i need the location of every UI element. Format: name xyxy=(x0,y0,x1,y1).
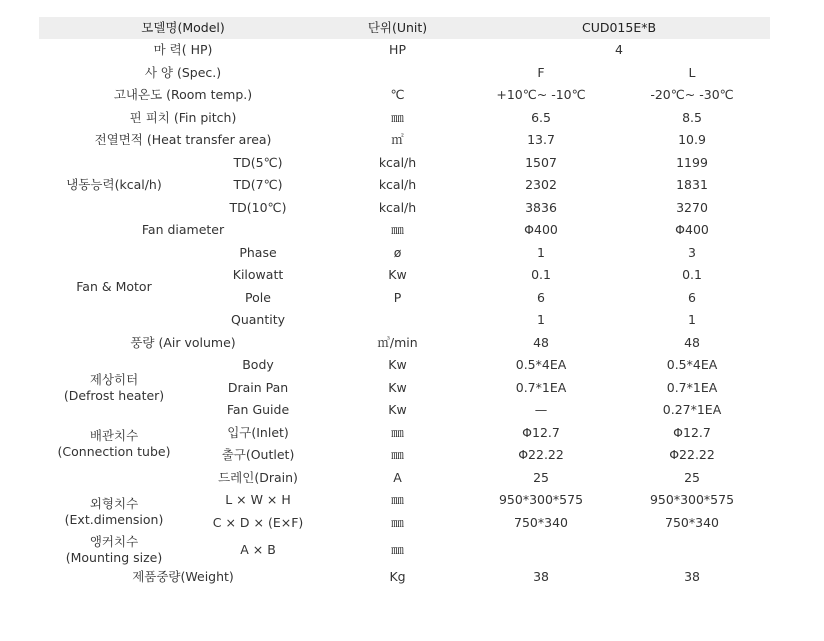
value-cell-f: 0.7*1EA xyxy=(515,379,567,395)
unit-cell xyxy=(327,309,468,332)
value-cell-f: 750*340 xyxy=(514,514,568,530)
value-cell-f: 38 xyxy=(533,569,549,585)
value-cell-l: 25 xyxy=(684,469,700,485)
value-cell-f: 1507 xyxy=(525,154,557,170)
unit-cell: ㎜ xyxy=(391,514,404,530)
value-cell-l: 48 xyxy=(684,334,700,350)
sub-label: L × W × H xyxy=(225,492,291,508)
sub-label: Kilowatt xyxy=(232,267,284,283)
value-cell-f: 1 xyxy=(537,244,545,260)
group-label-ko: 외형치수 xyxy=(89,495,139,511)
value-cell-f: — xyxy=(534,402,548,418)
sub-label: Pole xyxy=(245,289,271,305)
unit-cell: ø xyxy=(393,244,402,260)
table-row xyxy=(39,489,770,512)
unit-cell: Kw xyxy=(388,357,407,373)
value-cell-l: 38 xyxy=(684,569,700,585)
value-cell-l: 0.1 xyxy=(682,267,702,283)
row-label: 제품중량(Weight) xyxy=(132,569,234,585)
value-cell-f xyxy=(468,534,614,566)
table-row xyxy=(39,332,770,355)
header-row xyxy=(39,17,770,39)
value-cell-l: 750*340 xyxy=(665,514,719,530)
value-cell-f: 3836 xyxy=(525,199,557,215)
value-cell-f: F xyxy=(537,64,545,80)
value-cell-f: Φ400 xyxy=(524,222,558,238)
table-row xyxy=(39,129,770,152)
value-cell-l: Φ22.22 xyxy=(669,447,715,463)
group-label: Fan & Motor xyxy=(76,278,152,294)
sub-label: Fan Guide xyxy=(226,402,290,418)
unit-cell: ㎥/min xyxy=(377,334,418,350)
value-cell-l: 1199 xyxy=(676,154,708,170)
unit-cell: ㎜ xyxy=(391,542,404,557)
value-cell-l: 6 xyxy=(688,289,696,305)
unit-cell: ℃ xyxy=(390,87,405,103)
group-label: 냉동능력(kcal/h) xyxy=(66,177,162,193)
unit-cell: ㎜ xyxy=(391,447,404,463)
group-label xyxy=(39,354,189,422)
value-cell-f: +10℃~ -10℃ xyxy=(496,87,586,103)
table-row xyxy=(39,152,770,175)
unit-cell: kcal/h xyxy=(378,199,417,215)
table-row xyxy=(39,84,770,107)
table-row xyxy=(39,242,770,265)
sub-label: 드레인(Drain) xyxy=(218,469,298,485)
row-label: 핀 피치 (Fin pitch) xyxy=(129,109,237,125)
sub-label: 입구(Inlet) xyxy=(227,424,289,440)
unit-cell: ㎡ xyxy=(391,132,404,148)
value-cell-f: 6 xyxy=(537,289,545,305)
unit-cell: kcal/h xyxy=(378,177,417,193)
table-row xyxy=(39,219,770,242)
header-product: CUD015E*B xyxy=(468,17,770,39)
unit-cell xyxy=(327,62,468,85)
sub-label: A × B xyxy=(240,542,276,557)
group-label-en: (Ext.dimension) xyxy=(64,511,164,527)
value-cell-l: Φ400 xyxy=(675,222,709,238)
group-label xyxy=(39,534,189,566)
value-cell-l xyxy=(614,534,770,566)
header-unit: 단위(Unit) xyxy=(327,17,468,39)
value-cell-l: 1831 xyxy=(676,177,708,193)
unit-cell: ㎜ xyxy=(391,109,404,125)
sub-label: 출구(Outlet) xyxy=(221,447,295,463)
value-cell-f: 25 xyxy=(533,469,549,485)
value-cell-f: 2302 xyxy=(525,177,557,193)
unit-cell: Kw xyxy=(388,402,407,418)
group-label-ko: 배관치수 xyxy=(89,428,139,443)
value-cell-f: Φ12.7 xyxy=(522,424,560,440)
sub-label: TD(5℃) xyxy=(233,154,283,170)
group-label-ko: 앵커치수 xyxy=(89,534,139,549)
header-model: 모델명(Model) xyxy=(39,17,327,39)
spec-table xyxy=(39,17,770,589)
empty-cell xyxy=(39,467,189,490)
unit-cell: ㎜ xyxy=(391,424,404,440)
value-cell: 4 xyxy=(615,42,623,58)
value-cell-f: 13.7 xyxy=(527,132,555,148)
value-cell-f: 1 xyxy=(537,312,545,328)
row-label: 전열면적 (Heat transfer area) xyxy=(94,132,272,148)
value-cell-l: L xyxy=(688,64,696,80)
row-label: 풍량 (Air volume) xyxy=(130,334,236,350)
value-cell-l: 3270 xyxy=(676,199,708,215)
unit-cell: ㎜ xyxy=(391,492,404,508)
group-label-en: (Mounting size) xyxy=(65,550,163,565)
value-cell-l: Φ12.7 xyxy=(673,424,711,440)
value-cell-l: -20℃~ -30℃ xyxy=(650,87,734,103)
sub-label: Phase xyxy=(239,244,277,260)
unit-cell: A xyxy=(393,469,402,485)
group-label-en: (Connection tube) xyxy=(57,444,171,459)
value-cell-f: 6.5 xyxy=(531,109,551,125)
group-label-en: (Defrost heater) xyxy=(63,387,165,403)
value-cell-f: 950*300*575 xyxy=(498,492,584,508)
group-label xyxy=(39,422,189,467)
unit-cell: HP xyxy=(389,42,406,58)
unit-cell: kcal/h xyxy=(378,154,417,170)
sub-label: C × D × (E×F) xyxy=(212,514,304,530)
value-cell-l: 8.5 xyxy=(682,109,702,125)
value-cell-f: Φ22.22 xyxy=(518,447,564,463)
row-label: 고내온도 (Room temp.) xyxy=(113,87,253,103)
row-label: 사 양 (Spec.) xyxy=(144,64,222,80)
table-row xyxy=(39,566,770,589)
unit-cell: Kg xyxy=(389,569,406,585)
value-cell-l: 1 xyxy=(688,312,696,328)
row-label: 마 력( HP) xyxy=(153,42,213,58)
value-cell-f: 0.1 xyxy=(531,267,551,283)
table-row xyxy=(39,107,770,130)
value-cell-l: 0.7*1EA xyxy=(666,379,718,395)
unit-cell: Kw xyxy=(388,267,407,283)
table-row xyxy=(39,422,770,445)
table-row xyxy=(39,62,770,85)
value-cell-f: 0.5*4EA xyxy=(515,357,567,373)
unit-cell: ㎜ xyxy=(391,222,404,238)
table-row xyxy=(39,354,770,377)
group-label-ko: 제상히터 xyxy=(89,371,139,387)
sub-label: TD(7℃) xyxy=(233,177,283,193)
value-cell-l: 3 xyxy=(688,244,696,260)
value-cell-l: 950*300*575 xyxy=(649,492,735,508)
value-cell-l: 10.9 xyxy=(678,132,706,148)
sub-label: Drain Pan xyxy=(227,379,289,395)
group-label xyxy=(39,489,189,534)
table-row xyxy=(39,467,770,490)
table-row xyxy=(39,534,770,566)
sub-label: Quantity xyxy=(230,312,286,328)
table-row xyxy=(39,39,770,62)
unit-cell: P xyxy=(393,289,402,305)
sub-label: Body xyxy=(242,357,274,373)
value-cell-f: 48 xyxy=(533,334,549,350)
value-cell-l: 0.27*1EA xyxy=(662,402,722,418)
unit-cell: Kw xyxy=(388,379,407,395)
row-label: Fan diameter xyxy=(141,222,225,238)
sub-label: TD(10℃) xyxy=(229,199,287,215)
value-cell-l: 0.5*4EA xyxy=(666,357,718,373)
